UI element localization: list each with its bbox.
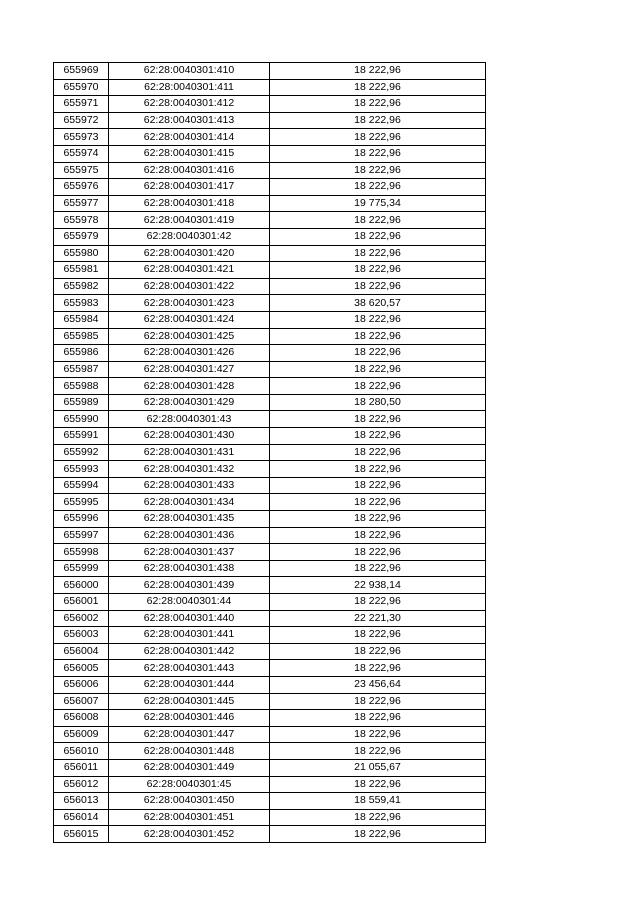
table-row <box>54 328 486 345</box>
value-cell: 23 456,64 <box>270 676 486 693</box>
table-row <box>54 195 486 212</box>
value-cell: 18 222,96 <box>270 245 486 262</box>
table-row <box>54 278 486 295</box>
value-cell: 18 222,96 <box>270 544 486 561</box>
row-number-cell: 655998 <box>54 544 109 561</box>
table-row <box>54 494 486 511</box>
cadastral-number-cell: 62:28:0040301:437 <box>109 544 270 561</box>
value-cell: 18 222,96 <box>270 96 486 113</box>
cadastral-number-cell: 62:28:0040301:431 <box>109 444 270 461</box>
value-cell: 18 222,96 <box>270 726 486 743</box>
table-row <box>54 79 486 96</box>
table-row <box>54 295 486 312</box>
cadastral-number-cell: 62:28:0040301:422 <box>109 278 270 295</box>
value-cell: 18 222,96 <box>270 461 486 478</box>
value-cell: 18 222,96 <box>270 710 486 727</box>
table-row <box>54 63 486 80</box>
table-row <box>54 793 486 810</box>
row-number-cell: 656015 <box>54 826 109 843</box>
row-number-cell: 655991 <box>54 428 109 445</box>
row-number-cell: 656003 <box>54 627 109 644</box>
value-cell: 18 222,96 <box>270 477 486 494</box>
cadastral-number-cell: 62:28:0040301:421 <box>109 262 270 279</box>
value-cell: 38 620,57 <box>270 295 486 312</box>
cadastral-number-cell: 62:28:0040301:415 <box>109 145 270 162</box>
cadastral-number-cell: 62:28:0040301:429 <box>109 394 270 411</box>
value-cell: 18 222,96 <box>270 228 486 245</box>
row-number-cell: 655999 <box>54 560 109 577</box>
value-cell: 22 221,30 <box>270 610 486 627</box>
table-row <box>54 577 486 594</box>
table-row <box>54 610 486 627</box>
value-cell: 18 222,96 <box>270 627 486 644</box>
row-number-cell: 655986 <box>54 345 109 362</box>
cadastral-number-cell: 62:28:0040301:433 <box>109 477 270 494</box>
value-cell: 18 559,41 <box>270 793 486 810</box>
row-number-cell: 656000 <box>54 577 109 594</box>
table-row <box>54 361 486 378</box>
table-row <box>54 676 486 693</box>
cadastral-number-cell: 62:28:0040301:452 <box>109 826 270 843</box>
value-cell: 18 222,96 <box>270 278 486 295</box>
row-number-cell: 655995 <box>54 494 109 511</box>
row-number-cell: 655980 <box>54 245 109 262</box>
cadastral-number-cell: 62:28:0040301:447 <box>109 726 270 743</box>
value-cell: 18 222,96 <box>270 212 486 229</box>
table-row <box>54 162 486 179</box>
row-number-cell: 655975 <box>54 162 109 179</box>
row-number-cell: 656010 <box>54 743 109 760</box>
row-number-cell: 656002 <box>54 610 109 627</box>
cadastral-number-cell: 62:28:0040301:442 <box>109 643 270 660</box>
cadastral-number-cell: 62:28:0040301:414 <box>109 129 270 146</box>
row-number-cell: 655978 <box>54 212 109 229</box>
cadastral-number-cell: 62:28:0040301:426 <box>109 345 270 362</box>
value-cell: 18 222,96 <box>270 162 486 179</box>
row-number-cell: 655992 <box>54 444 109 461</box>
row-number-cell: 656004 <box>54 643 109 660</box>
row-number-cell: 655974 <box>54 145 109 162</box>
row-number-cell: 655973 <box>54 129 109 146</box>
table-row <box>54 428 486 445</box>
table-row <box>54 710 486 727</box>
table-row <box>54 444 486 461</box>
table-row <box>54 594 486 611</box>
row-number-cell: 655981 <box>54 262 109 279</box>
cadastral-number-cell: 62:28:0040301:423 <box>109 295 270 312</box>
row-number-cell: 656014 <box>54 809 109 826</box>
value-cell: 18 222,96 <box>270 594 486 611</box>
value-cell: 18 222,96 <box>270 527 486 544</box>
value-cell: 18 222,96 <box>270 428 486 445</box>
value-cell: 18 222,96 <box>270 560 486 577</box>
row-number-cell: 655990 <box>54 411 109 428</box>
row-number-cell: 655979 <box>54 228 109 245</box>
value-cell: 18 222,96 <box>270 63 486 80</box>
cadastral-number-cell: 62:28:0040301:438 <box>109 560 270 577</box>
table-row <box>54 627 486 644</box>
cadastral-number-cell: 62:28:0040301:434 <box>109 494 270 511</box>
table-row <box>54 726 486 743</box>
table-row <box>54 311 486 328</box>
row-number-cell: 655988 <box>54 378 109 395</box>
value-cell: 18 222,96 <box>270 79 486 96</box>
table-row <box>54 527 486 544</box>
cadastral-number-cell: 62:28:0040301:411 <box>109 79 270 96</box>
value-cell: 18 222,96 <box>270 361 486 378</box>
table-row <box>54 643 486 660</box>
table-row <box>54 411 486 428</box>
row-number-cell: 655976 <box>54 179 109 196</box>
value-cell: 18 222,96 <box>270 112 486 129</box>
cadastral-number-cell: 62:28:0040301:44 <box>109 594 270 611</box>
cadastral-number-cell: 62:28:0040301:412 <box>109 96 270 113</box>
table-row <box>54 693 486 710</box>
value-cell: 21 055,67 <box>270 759 486 776</box>
row-number-cell: 655982 <box>54 278 109 295</box>
value-cell: 18 222,96 <box>270 511 486 528</box>
cadastral-number-cell: 62:28:0040301:42 <box>109 228 270 245</box>
table-row <box>54 477 486 494</box>
data-table <box>53 62 486 843</box>
table-row <box>54 826 486 843</box>
cadastral-number-cell: 62:28:0040301:45 <box>109 776 270 793</box>
table-row <box>54 759 486 776</box>
value-cell: 22 938,14 <box>270 577 486 594</box>
value-cell: 18 222,96 <box>270 378 486 395</box>
table-row <box>54 743 486 760</box>
value-cell: 18 222,96 <box>270 826 486 843</box>
cadastral-number-cell: 62:28:0040301:419 <box>109 212 270 229</box>
row-number-cell: 655993 <box>54 461 109 478</box>
row-number-cell: 656009 <box>54 726 109 743</box>
value-cell: 18 222,96 <box>270 660 486 677</box>
table-row <box>54 245 486 262</box>
row-number-cell: 655984 <box>54 311 109 328</box>
table-row <box>54 511 486 528</box>
cadastral-number-cell: 62:28:0040301:440 <box>109 610 270 627</box>
table-row <box>54 145 486 162</box>
row-number-cell: 656008 <box>54 710 109 727</box>
row-number-cell: 656013 <box>54 793 109 810</box>
row-number-cell: 656005 <box>54 660 109 677</box>
value-cell: 18 222,96 <box>270 311 486 328</box>
value-cell: 18 222,96 <box>270 693 486 710</box>
row-number-cell: 655996 <box>54 511 109 528</box>
row-number-cell: 655987 <box>54 361 109 378</box>
row-number-cell: 655983 <box>54 295 109 312</box>
cadastral-number-cell: 62:28:0040301:428 <box>109 378 270 395</box>
cadastral-number-cell: 62:28:0040301:443 <box>109 660 270 677</box>
table-row <box>54 179 486 196</box>
cadastral-number-cell: 62:28:0040301:418 <box>109 195 270 212</box>
value-cell: 18 222,96 <box>270 179 486 196</box>
table-row <box>54 112 486 129</box>
row-number-cell: 655989 <box>54 394 109 411</box>
value-cell: 18 222,96 <box>270 494 486 511</box>
value-cell: 18 222,96 <box>270 328 486 345</box>
table-row <box>54 776 486 793</box>
cadastral-number-cell: 62:28:0040301:43 <box>109 411 270 428</box>
row-number-cell: 656007 <box>54 693 109 710</box>
value-cell: 18 222,96 <box>270 809 486 826</box>
value-cell: 18 222,96 <box>270 262 486 279</box>
value-cell: 19 775,34 <box>270 195 486 212</box>
cadastral-number-cell: 62:28:0040301:424 <box>109 311 270 328</box>
cadastral-number-cell: 62:28:0040301:448 <box>109 743 270 760</box>
cadastral-number-cell: 62:28:0040301:436 <box>109 527 270 544</box>
cadastral-number-cell: 62:28:0040301:417 <box>109 179 270 196</box>
row-number-cell: 656012 <box>54 776 109 793</box>
cadastral-number-cell: 62:28:0040301:445 <box>109 693 270 710</box>
cadastral-number-cell: 62:28:0040301:441 <box>109 627 270 644</box>
cadastral-number-cell: 62:28:0040301:439 <box>109 577 270 594</box>
table-row <box>54 129 486 146</box>
cadastral-number-cell: 62:28:0040301:420 <box>109 245 270 262</box>
row-number-cell: 655969 <box>54 63 109 80</box>
table-row <box>54 212 486 229</box>
value-cell: 18 222,96 <box>270 129 486 146</box>
table-row <box>54 394 486 411</box>
cadastral-number-cell: 62:28:0040301:410 <box>109 63 270 80</box>
value-cell: 18 280,50 <box>270 394 486 411</box>
table-row <box>54 345 486 362</box>
value-cell: 18 222,96 <box>270 743 486 760</box>
value-cell: 18 222,96 <box>270 345 486 362</box>
cadastral-number-cell: 62:28:0040301:425 <box>109 328 270 345</box>
value-cell: 18 222,96 <box>270 776 486 793</box>
cadastral-number-cell: 62:28:0040301:432 <box>109 461 270 478</box>
row-number-cell: 655977 <box>54 195 109 212</box>
table-row <box>54 378 486 395</box>
table-row <box>54 262 486 279</box>
row-number-cell: 655994 <box>54 477 109 494</box>
cadastral-number-cell: 62:28:0040301:450 <box>109 793 270 810</box>
table-row <box>54 544 486 561</box>
row-number-cell: 655985 <box>54 328 109 345</box>
row-number-cell: 655970 <box>54 79 109 96</box>
cadastral-number-cell: 62:28:0040301:413 <box>109 112 270 129</box>
value-cell: 18 222,96 <box>270 444 486 461</box>
row-number-cell: 656011 <box>54 759 109 776</box>
cadastral-number-cell: 62:28:0040301:416 <box>109 162 270 179</box>
cadastral-number-cell: 62:28:0040301:430 <box>109 428 270 445</box>
table-row <box>54 809 486 826</box>
row-number-cell: 655971 <box>54 96 109 113</box>
table-row <box>54 228 486 245</box>
cadastral-number-cell: 62:28:0040301:427 <box>109 361 270 378</box>
table-row <box>54 461 486 478</box>
cadastral-number-cell: 62:28:0040301:449 <box>109 759 270 776</box>
value-cell: 18 222,96 <box>270 643 486 660</box>
value-cell: 18 222,96 <box>270 145 486 162</box>
table-body <box>54 63 486 843</box>
row-number-cell: 655997 <box>54 527 109 544</box>
table-row <box>54 660 486 677</box>
row-number-cell: 656001 <box>54 594 109 611</box>
cadastral-number-cell: 62:28:0040301:435 <box>109 511 270 528</box>
row-number-cell: 655972 <box>54 112 109 129</box>
cadastral-number-cell: 62:28:0040301:444 <box>109 676 270 693</box>
cadastral-number-cell: 62:28:0040301:451 <box>109 809 270 826</box>
row-number-cell: 656006 <box>54 676 109 693</box>
value-cell: 18 222,96 <box>270 411 486 428</box>
table-row <box>54 96 486 113</box>
cadastral-number-cell: 62:28:0040301:446 <box>109 710 270 727</box>
table-row <box>54 560 486 577</box>
